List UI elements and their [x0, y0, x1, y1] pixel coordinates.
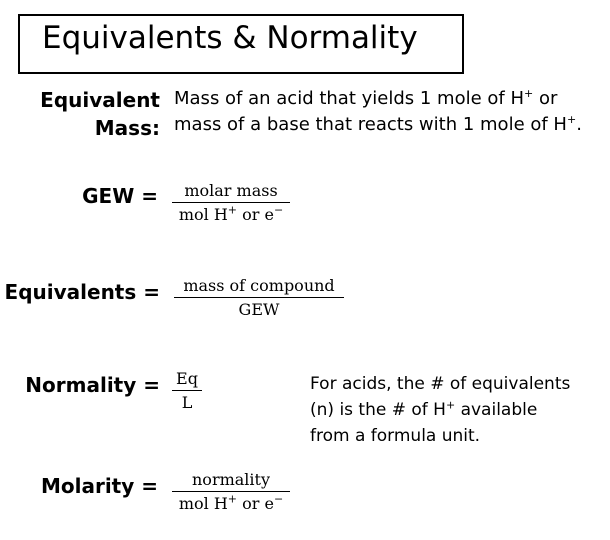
note-line2-text: (n) is the # of H [310, 400, 446, 420]
molarity-numerator: normality [192, 470, 270, 489]
molarity-den-sup1: + [227, 492, 238, 506]
gew-fraction [172, 181, 290, 231]
equivalent-mass-definition-line1 [174, 86, 582, 112]
def-line2-end: . [576, 114, 582, 135]
def-line1-sup: + [524, 87, 534, 100]
note-line2-sup: + [445, 398, 456, 412]
equivalent-mass-label-line2: Mass: [94, 116, 160, 140]
normality-fraction [172, 369, 202, 419]
title-box [18, 14, 464, 74]
molarity-label: Molarity = [40, 474, 158, 498]
gew-den-sup2: − [273, 203, 284, 217]
normality-label: Normality = [25, 373, 160, 397]
equivalents-fraction [174, 276, 344, 326]
equivalents-label: Equivalents = [4, 280, 160, 304]
normality-note [310, 371, 570, 449]
equivalents-fraction-bar [174, 297, 344, 298]
equivalents-denominator: GEW [238, 300, 280, 319]
def-line1-text: Mass of an acid that yields 1 mole of H [174, 88, 524, 109]
def-line2-text: mass of a base that reacts with 1 mole of H [174, 114, 567, 135]
normality-denominator: L [181, 393, 193, 412]
gew-den-sup1: + [227, 203, 238, 217]
gew-den-text: mol H [178, 205, 228, 224]
molarity-denominator [172, 494, 290, 513]
equivalent-mass-label [40, 86, 160, 142]
molarity-den-text2: or e [237, 494, 274, 513]
def-line2-sup: + [566, 113, 577, 126]
gew-numerator: molar mass [184, 181, 278, 200]
normality-fraction-bar [172, 390, 202, 391]
gew-label: GEW = [82, 184, 158, 208]
equivalent-mass-definition-line2 [174, 112, 582, 138]
def-line1-end: or [533, 88, 558, 109]
normality-note-line3: from a formula unit. [310, 426, 481, 446]
molarity-fraction [172, 470, 290, 520]
normality-note-line2 [310, 397, 570, 423]
page-title: Equivalents & Normality [42, 20, 418, 56]
equivalents-numerator: mass of compound [183, 276, 335, 295]
normality-numerator: Eq [176, 369, 198, 388]
molarity-den-sup2: − [273, 492, 284, 506]
normality-note-line1: For acids, the # of equivalents [310, 374, 571, 394]
gew-den-text2: or e [237, 205, 274, 224]
molarity-den-text: mol H [178, 494, 228, 513]
equivalent-mass-definition [174, 86, 582, 138]
gew-denominator [172, 205, 290, 224]
equivalent-mass-label-line1: Equivalent [40, 88, 160, 112]
note-line2-end: available [455, 400, 538, 420]
